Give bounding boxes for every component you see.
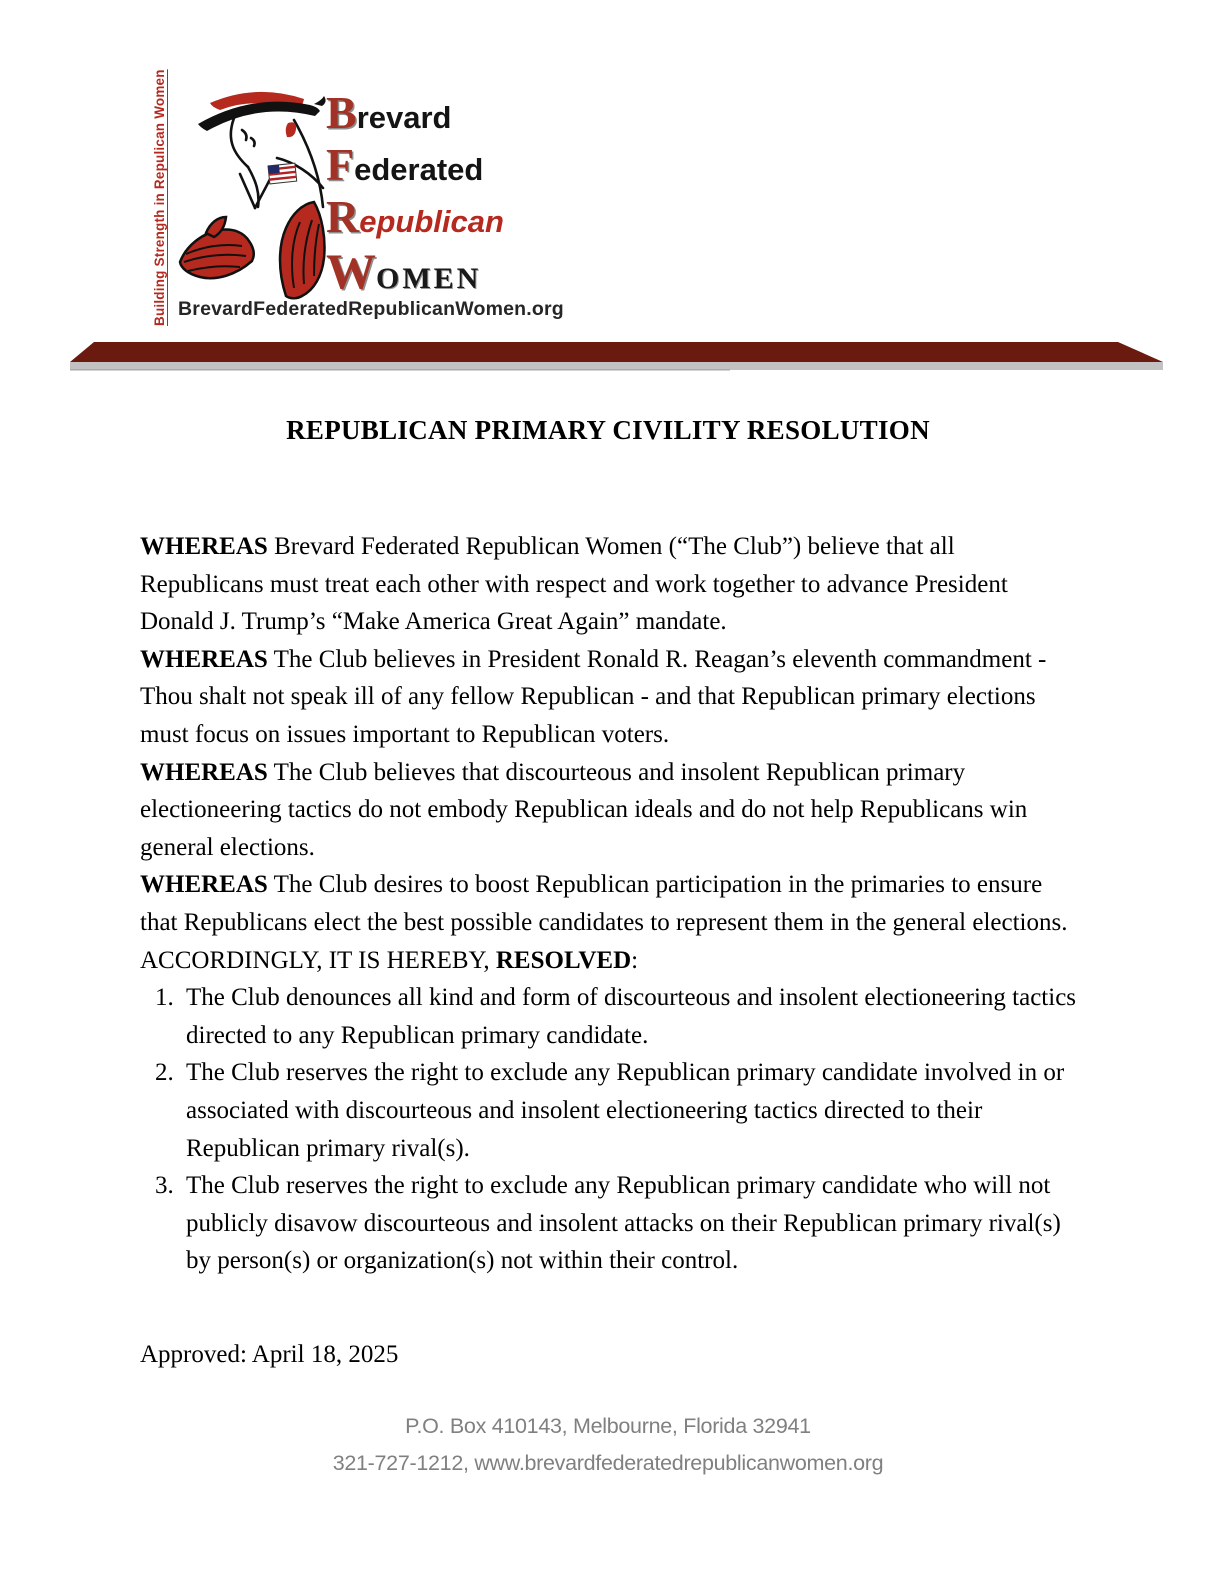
earring [286,122,296,137]
neck-sketch-lines [231,118,323,208]
wordmark-rest: revard [356,100,452,135]
whereas-paragraph-2 [140,641,1082,754]
paragraph-text: The Club believes in President Ronald R. Reagan’s eleventh commandment - Thou shalt not speak ill of any fellow Republican - and that Republican primary elections must focus on issues important to Republican voters. [140,645,1047,748]
organization-logo [150,69,564,330]
whereas-paragraph-1 [140,528,1082,641]
wordmark-initial: F [326,139,355,190]
woman-illustration [178,90,330,300]
document-body [140,528,1082,1280]
footer-phone-website: 321-727-1212, www.brevardfederatedrepublicanwomen.org [332,1451,884,1475]
page-footer [0,1408,1216,1482]
logo-website-url: BrevardFederatedRepublicanWomen.org [178,298,564,320]
paragraph-text: The Club believes that discourteous and insolent Republican primary electioneering tactics do not embody Republican ideals and do not help Republicans win general elections. [140,758,1028,861]
wordmark-rest: ederated [354,152,484,187]
resolutions-list [140,979,1082,1280]
resolved-line [140,942,1082,980]
approved-date-line: Approved: April 18, 2025 [140,1341,399,1368]
wordmark-line-republican [326,191,526,246]
whereas-lead: WHEREAS [140,871,268,899]
paragraph-text: Brevard Federated Republican Women (“The Club”) believe that all Republicans must treat each other with respect and work together to advance President Donald J. Trump’s “Make America Great Again” mandate. [140,533,1008,636]
wordmark-initial: R [326,191,360,242]
wordmark-initial: W [326,243,376,299]
footer-address: P.O. Box 410143, Melbourne, Florida 32941 [405,1414,811,1438]
resolution-item-2: 2. The Club reserves the right to exclude any Republican primary candidate involved in or associated with discourteous and insolent electioneering tactics directed to their Republican primary rival(s). [180,1054,1082,1167]
divider-shadow [70,362,1163,370]
wordmark-rest: OMEN [376,262,482,295]
divider-red-bar [70,342,1163,362]
document-title: REPUBLICAN PRIMARY CIVILITY RESOLUTION [286,415,930,445]
wordmark-line-women [326,243,526,299]
right-glove [280,202,325,298]
paragraph-text: The Club desires to boost Republican participation in the primaries to ensure that Republicans elect the best possible candidates to represent them in the general elections. [140,871,1068,936]
wordmark-line-brevard [326,87,526,142]
whereas-lead: WHEREAS [140,533,268,560]
left-glove [180,217,254,278]
resolved-tail: : [631,946,639,974]
whereas-paragraph-4 [140,866,1082,941]
resolved-bold: RESOLVED [495,946,632,974]
flag-pin [268,163,297,184]
whereas-lead: WHEREAS [140,758,268,786]
resolution-item-3: 3. The Club reserves the right to exclude any Republican primary candidate who will not publicly disavow discourteous and insolent attacks on their Republican primary rival(s) by person(s) or organization(s) not within their control. [180,1167,1082,1280]
whereas-lead: WHEREAS [140,645,268,673]
organization-wordmark [326,87,526,299]
section-divider-bar [70,342,1163,372]
resolved-lead: ACCORDINGLY, IT IS HEREBY, [140,946,496,974]
wordmark-initial: B [326,87,357,138]
whereas-paragraph-3 [140,754,1082,867]
logo-vertical-slogan: Building Strength in Repulican Women [152,69,167,326]
resolution-item-1: 1. The Club denounces all kind and form of discourteous and insolent electioneering tactics directed to any Republican primary candidate. [180,979,1082,1054]
wordmark-rest: epublican [359,204,504,239]
wordmark-line-federated [326,139,526,194]
